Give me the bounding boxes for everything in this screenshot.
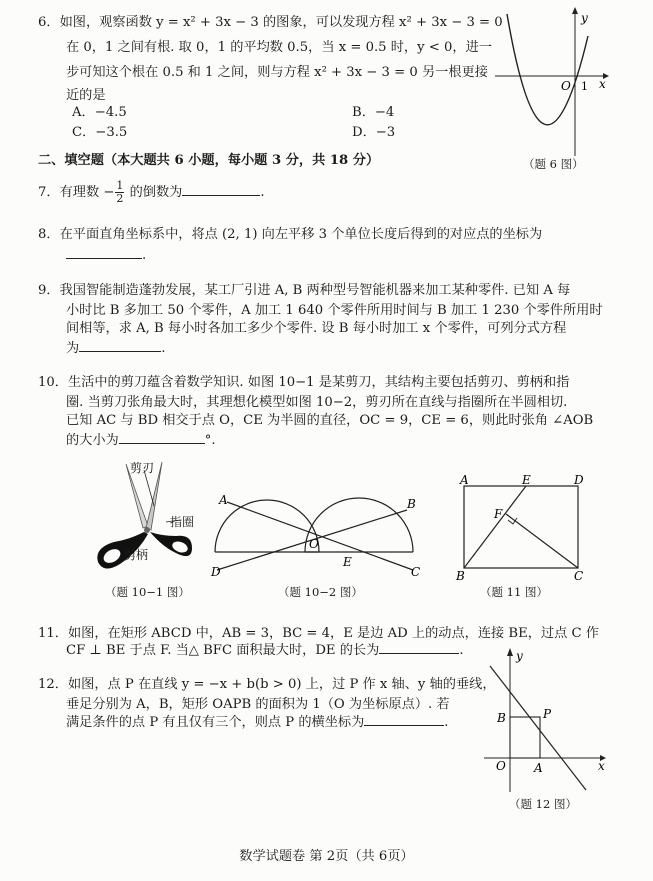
fig10-1-caption: （题 10−1 图） xyxy=(105,585,190,599)
fig12-label-a: A xyxy=(534,761,543,775)
q6-option-b: B．−4 xyxy=(352,105,395,120)
q12-answer-blank[interactable] xyxy=(364,725,444,726)
q12-line3 xyxy=(66,714,448,732)
q10-size: 的大小为 xyxy=(66,433,119,448)
fig12-label-b: B xyxy=(497,711,506,725)
q8-line1: 8．在平面直角坐标系中，将点 (2, 1) 向左平移 3 个单位长度后得到的对应点的坐标为 xyxy=(38,227,543,242)
page-footer: 数学试题卷 第 2页（共 6页） xyxy=(239,849,414,864)
q10-line1: 10．生活中的剪刀蕴含着数学知识. 如图 10−1 是某剪刀，其结构主要包括剪刃、剪柄和指 xyxy=(38,375,570,390)
q10-answer-blank[interactable] xyxy=(119,443,205,444)
fig11-line-be xyxy=(464,486,526,568)
q7-fraction xyxy=(115,180,124,205)
fig6-parabola-graph xyxy=(495,6,610,156)
fig10-2-label-b: B xyxy=(407,497,416,511)
q11-answer-blank[interactable] xyxy=(379,653,459,654)
q9-answer-blank[interactable] xyxy=(79,351,161,352)
fig11-caption: （题 11 图） xyxy=(480,585,548,599)
q11-text: CF ⊥ BE 于点 F. 当△ BFC 面积最大时，DE 的长为 xyxy=(66,643,380,658)
q7-denominator: 2 xyxy=(116,192,124,205)
q11-end: . xyxy=(459,643,464,658)
fig11-label-a: A xyxy=(460,474,469,487)
q6-line2: 在 0，1 之间有根. 取 0，1 的平均数 0.5，当 x = 0.5 时，y < 0，进一 xyxy=(66,40,492,55)
section2-title: 二、填空题（本大题共 6 小题，每小题 3 分，共 18 分） xyxy=(38,153,380,168)
q11-line2 xyxy=(66,642,464,660)
q6-option-d: D．−3 xyxy=(352,125,396,140)
fig10-2-left-semicircle xyxy=(215,500,319,552)
fig11-line-cf xyxy=(506,514,578,568)
fig12-label-x: x xyxy=(598,759,605,773)
scissors-pivot xyxy=(144,527,150,533)
fig6-y-arrow-icon xyxy=(572,7,578,14)
q10-line4 xyxy=(66,432,216,450)
fig6-y-label: y xyxy=(581,11,588,25)
q6-option-c: C．−3.5 xyxy=(72,125,128,140)
fig12-rect-oapb xyxy=(510,717,540,758)
fig6-one-label: 1 xyxy=(581,80,588,93)
q10-line3: 已知 AC 与 BD 相交于点 O，CE 为半圆的直径，OC = 9，CE = 6，则此时张角 ∠AOB xyxy=(66,413,594,428)
fig10-1-ring-label: 指圈 xyxy=(170,515,195,529)
fig12-label-y: y xyxy=(516,649,523,663)
fig10-2-label-d: D xyxy=(211,565,221,579)
q6-line1: 6．如图，观察函数 y = x² + 3x − 3 的图象，可以发现方程 x² + 3x − 3 = 0 xyxy=(38,15,503,30)
fig11-label-b: B xyxy=(456,569,465,583)
q7-answer-blank[interactable] xyxy=(182,195,260,196)
q6-line3: 步可知这个根在 0.5 和 1 之间，则与方程 x² + 3x − 3 = 0 另一根更接 xyxy=(66,65,488,80)
fig12-caption: （题 12 图） xyxy=(509,797,577,811)
q9-line4 xyxy=(66,340,165,358)
q8-answer-blank[interactable] xyxy=(66,258,142,259)
scissors-handle-right xyxy=(150,532,192,556)
q7-numerator: 1 xyxy=(116,179,124,192)
q7 xyxy=(38,180,265,205)
q10-line2: 圈. 当剪刀张角最大时，其理想化模型如图 10−2，剪刃所在直线与指圈所在半圆相切. xyxy=(66,395,568,410)
q7-text: 的倒数为 xyxy=(125,185,183,200)
fig6-parabola-curve xyxy=(507,14,588,125)
q11-line1: 11．如图，在矩形 ABCD 中，AB = 3，BC = 4，E 是边 AD 上的动点，连接 BE，过点 C 作 xyxy=(38,626,599,641)
fig10-2-caption: （题 10−2 图） xyxy=(278,585,363,599)
q12-end: . xyxy=(444,715,449,730)
fig11-label-c: C xyxy=(574,569,584,583)
fig10-1-handle-label: 剪柄 xyxy=(124,548,149,562)
q6-option-a: A．−4.5 xyxy=(72,105,127,120)
fig10-2-label-c: C xyxy=(411,565,421,579)
q9-for: 为 xyxy=(66,341,80,356)
fig10-2-scissors-model xyxy=(205,490,430,582)
q9-line2: 小时比 B 多加工 50 个零件，A 加工 1 640 个零件所用时间与 B 加工 1 230 个零件所用时 xyxy=(66,303,603,318)
q12-line1: 12．如图，点 P 在直线 y = −x + b(b > 0) 上，过 P 作 x 轴、y 轴的垂线， xyxy=(38,677,496,692)
q8-line2 xyxy=(66,247,146,265)
q12-text: 满足条件的点 P 有且仅有三个，则点 P 的横坐标为 xyxy=(66,715,365,730)
fig6-caption: （题 6 图） xyxy=(523,157,584,171)
fig12-label-o: O xyxy=(496,759,506,773)
fig10-2-line-ac xyxy=(227,502,413,570)
q9-line1: 9．我国智能制造蓬勃发展，某工厂引进 A, B 两种型号智能机器来加工某种零件. 已知 A 每 xyxy=(38,283,571,298)
fig10-2-label-a: A xyxy=(219,493,228,507)
q7-end: . xyxy=(260,185,265,200)
fig10-2-label-e: E xyxy=(343,555,352,569)
q9-end: . xyxy=(161,341,166,356)
q6-line4: 近的是 xyxy=(66,88,106,103)
fig10-2-label-o: O xyxy=(309,537,319,551)
q9-line3: 间相等，求 A, B 每小时各加工多少个零件. 设 B 每小时加工 x 个零件，可列分式方程 xyxy=(66,321,567,336)
fig11-label-f: F xyxy=(494,507,503,521)
fig10-1-blade-label: 剪刃 xyxy=(130,461,155,475)
fig12-coordinate-graph xyxy=(480,646,610,794)
fig11-label-e: E xyxy=(522,474,531,487)
q10-end: °. xyxy=(204,433,216,448)
fig6-x-label: x xyxy=(599,77,606,91)
fig12-y-arrow-icon xyxy=(507,648,513,656)
q8-end: . xyxy=(142,248,147,263)
q7-prefix: 7．有理数 − xyxy=(38,185,115,200)
fig12-label-p: P xyxy=(543,707,552,721)
fig11-label-d: D xyxy=(574,474,584,487)
q12-line2: 垂足分别为 A，B，矩形 OAPB 的面积为 1（O 为坐标原点）. 若 xyxy=(66,697,450,712)
fig11-rectangle xyxy=(452,474,592,586)
fig6-origin-label: O xyxy=(561,79,571,93)
